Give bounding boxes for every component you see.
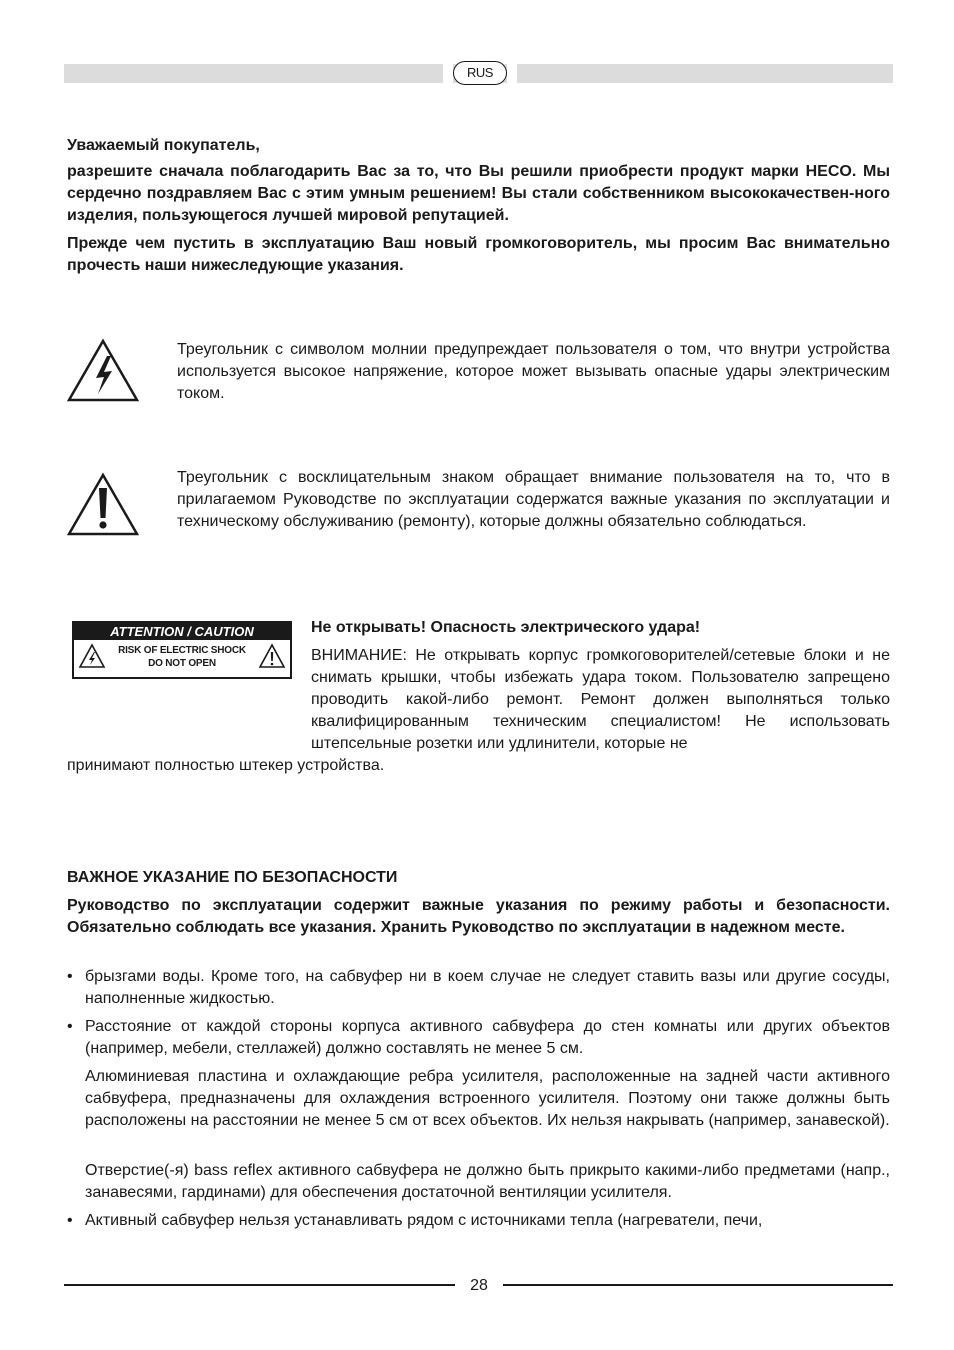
- list-item-text: брызгами воды. Кроме того, на сабвуфер ни в коем случае не следует ставить вазы или другие сосуды, наполненные жидкостью.: [85, 968, 890, 1007]
- list-item: [67, 966, 890, 1010]
- intro-paragraph-2: Прежде чем пустить в эксплуатацию Ваш новый громкоговоритель, мы просим Вас внимательно прочесть наши нижеследующие указания.: [67, 235, 890, 274]
- caution-label-line-1: RISK OF ELECTRIC SHOCK: [118, 645, 246, 656]
- language-badge: RUS: [453, 61, 507, 85]
- list-item: [67, 1210, 890, 1232]
- caution-label-line-2: DO NOT OPEN: [148, 658, 216, 669]
- danger-body: ВНИМАНИЕ: Не открывать корпус громкоговорителей/сетевые блоки и не снимать крышки, чтобы избежать удара током. Пользователю запрещено проводить какой-либо ремонт. Ремонт должен выполняться только квалифицированным техническим специалистом! Не использовать штепсельные розетки или удлинители, которые не: [311, 647, 890, 752]
- safety-heading: ВАЖНОЕ УКАЗАНИЕ ПО БЕЗОПАСНОСТИ: [67, 869, 398, 886]
- greeting: Уважаемый покупатель,: [67, 137, 260, 154]
- lightning-warning-text: Треугольник с символом молнии предупреждает пользователя о том, что внутри устройства используется высокое напряжение, которое может вызывать опасные удары электрическим током.: [177, 341, 890, 402]
- header-gap-left: [443, 62, 453, 85]
- header-gap-right: [507, 62, 517, 85]
- bullet-dot: •: [67, 1212, 73, 1229]
- bullet-dot: •: [67, 968, 73, 985]
- bullet-dot: •: [67, 1018, 73, 1035]
- indented-paragraph: Алюминиевая пластина и охлаждающие ребра усилителя, расположенные на задней части активного сабвуфера, предназначены для охлаждения встроенного усилителя. Поэтому они также должны быть расположены на расстоянии не менее 5 см от всех объектов. Их нельзя накрывать (например, занавеской).: [85, 1068, 890, 1129]
- caution-label-body: [74, 640, 290, 677]
- footer-rule-right: [503, 1284, 893, 1286]
- lightning-warning-icon: [67, 338, 139, 402]
- indented-paragraph: Отверстие(-я) bass reflex активного сабвуфера не должно быть прикрыто какими-либо предметами (напр., занавесями, гардинами) для обеспечения достаточной вентиляции усилителя.: [85, 1162, 890, 1201]
- caution-label-header: ATTENTION / CAUTION: [74, 623, 290, 640]
- intro-paragraph-1: разрешите сначала поблагодарить Вас за то, что Вы решили приобрести продукт марки HECO. Мы сердечно поздравляем Вас с этим умным решением! Вы стали собственником высококачествен-ного изделия, пользующегося лучшей мировой репутацией.: [67, 163, 890, 224]
- page-number: 28: [470, 1277, 488, 1294]
- list-item: [67, 1016, 890, 1060]
- safety-intro: Руководство по эксплуатации содержит важные указания по режиму работы и безопасности. Обязательно соблюдать все указания. Хранить Руководство по эксплуатации в надежном месте.: [67, 897, 890, 936]
- list-item-text: Активный сабвуфер нельзя устанавливать рядом с источниками тепла (нагреватели, печи,: [85, 1212, 763, 1229]
- caution-exclamation-icon: [258, 643, 286, 669]
- list-item-text: Расстояние от каждой стороны корпуса активного сабвуфера до стен комнаты или других объектов (например, мебели, стеллажей) должно составлять не менее 5 см.: [85, 1018, 890, 1057]
- exclamation-warning-text: Треугольник с восклицательным знаком обращает внимание пользователя на то, что в прилагаемом Руководстве по эксплуатации содержатся важные указания по эксплуатации и техническому обслуживанию (ремонту), которые должны обязательно соблюдаться.: [177, 469, 890, 530]
- footer-rule-left: [64, 1284, 455, 1286]
- caution-lightning-icon: [78, 643, 106, 669]
- danger-body-tail: принимают полностью штекер устройства.: [67, 757, 385, 774]
- caution-label: [72, 621, 292, 679]
- exclamation-warning-icon: [67, 472, 139, 536]
- danger-title: Не открывать! Опасность электрического удара!: [311, 619, 701, 636]
